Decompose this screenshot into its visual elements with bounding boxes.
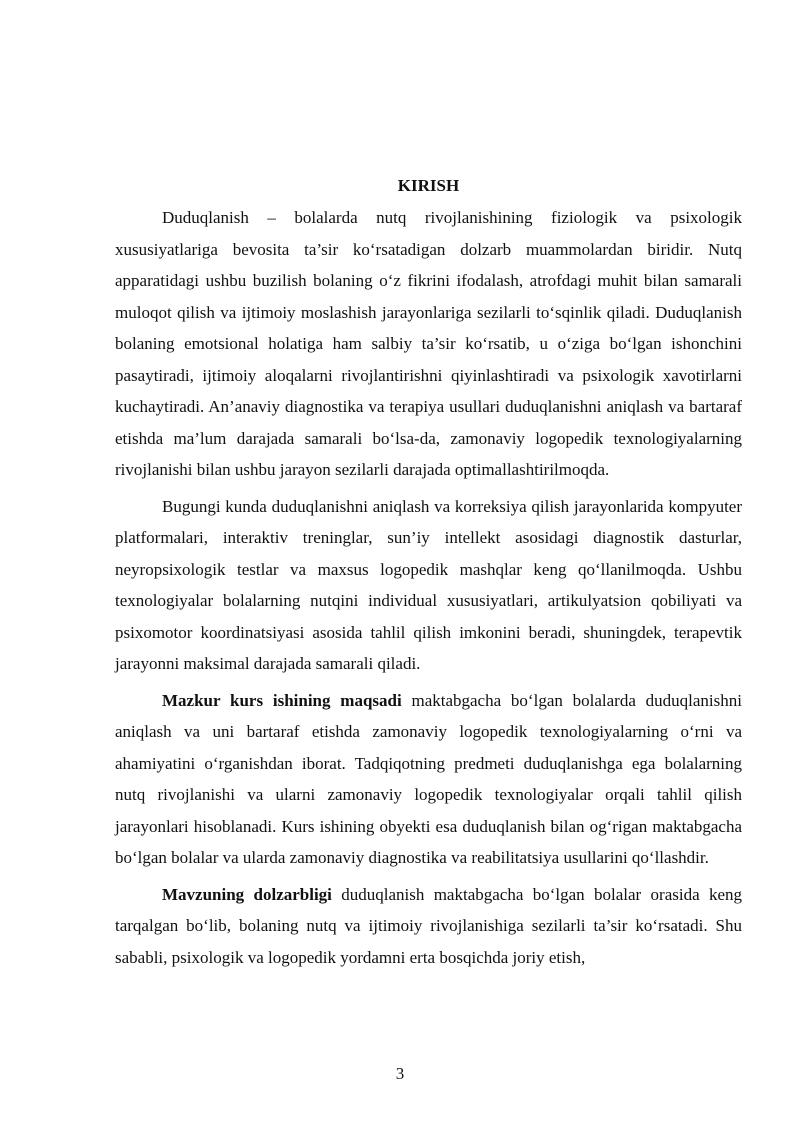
paragraph-text: Duduqlanish – bolalarda nutq rivojlanishining fiziologik va psixologik xususiyatlariga bevosita ta’sir ko‘rsatadigan dolzarb muammolardan biridir. Nutq apparatidagi ushbu buzilish bolaning o‘z fikrini ifodalash, atrofdagi muhit bilan samarali muloqot qilish va ijtimoiy moslashish jarayonlariga sezilarli to‘sqinlik qiladi. Duduqlanish bolaning emotsional holatiga ham salbiy ta’sir ko‘rsatib, u o‘ziga bo‘lgan ishonchini pasaytiradi, ijtimoiy aloqalarni rivojlantirishni qiyinlashtiradi va psixologik xavotirlarni kuchaytiradi. An’anaviy diagnostika va terapiya usullari duduqlanishni aniqlash va bartaraf etishda ma’lum darajada samarali bo‘lsa-da, zamonaviy logopedik texnologiyalarning rivojlanishi bilan ushbu jarayon sezilarli darajada optimallashtirilmoqda.: [115, 208, 742, 479]
paragraph-technologies: [115, 491, 742, 680]
paragraph-relevance: [115, 879, 742, 974]
paragraph-lead: Mavzuning dolzarbligi: [162, 884, 332, 904]
page-content: [115, 173, 742, 973]
paragraph-goal: [115, 685, 742, 874]
page-number: 3: [395, 1064, 405, 1083]
paragraph-lead: Mazkur kurs ishining maqsadi: [162, 690, 402, 710]
paragraph-text: maktabgacha bo‘lgan bolalarda duduqlanishni aniqlash va uni bartaraf etishda zamonaviy logopedik texnologiyalarning o‘rni va ahamiyatini o‘rganishdan iborat. Tadqiqotning predmeti duduqlanishga ega bolalarning nutq rivojlanishi va ularni zamonaviy logopedik texnologiyalar orqali tahlil qilish jarayonlari hisoblanadi. Kurs ishining obyekti esa duduqlanish bilan og‘rigan maktabgacha bo‘lgan bolalar va ularda zamonaviy diagnostika va reabilitatsiya usullarini qo‘llashdir.: [115, 690, 742, 867]
paragraph-text: duduqlanish maktabgacha bo‘lgan bolalar orasida keng tarqalgan bo‘lib, bolaning nutq va ijtimoiy rivojlanishiga sezilarli ta’sir ko‘rsatadi. Shu sababli, psixologik va logopedik yordamni erta bosqichda joriy etish,: [115, 884, 743, 967]
paragraph-intro: [115, 202, 742, 486]
paragraph-text: Bugungi kunda duduqlanishni aniqlash va korreksiya qilish jarayonlarida kompyuter platformalari, interaktiv treninglar, sun’iy intellekt asosidagi diagnostik dasturlar, neyropsixologik testlar va maxsus logopedik mashqlar keng qo‘llanilmoqda. Ushbu texnologiyalar bolalarning nutqini individual xususiyatlari, artikulyatsion qobiliyati va psixomotor koordinatsiyasi asosida tahlil qilish imkonini beradi, shuningdek, terapevtik jarayonni maksimal darajada samarali qiladi.: [115, 496, 742, 673]
section-title: KIRISH: [397, 176, 460, 195]
